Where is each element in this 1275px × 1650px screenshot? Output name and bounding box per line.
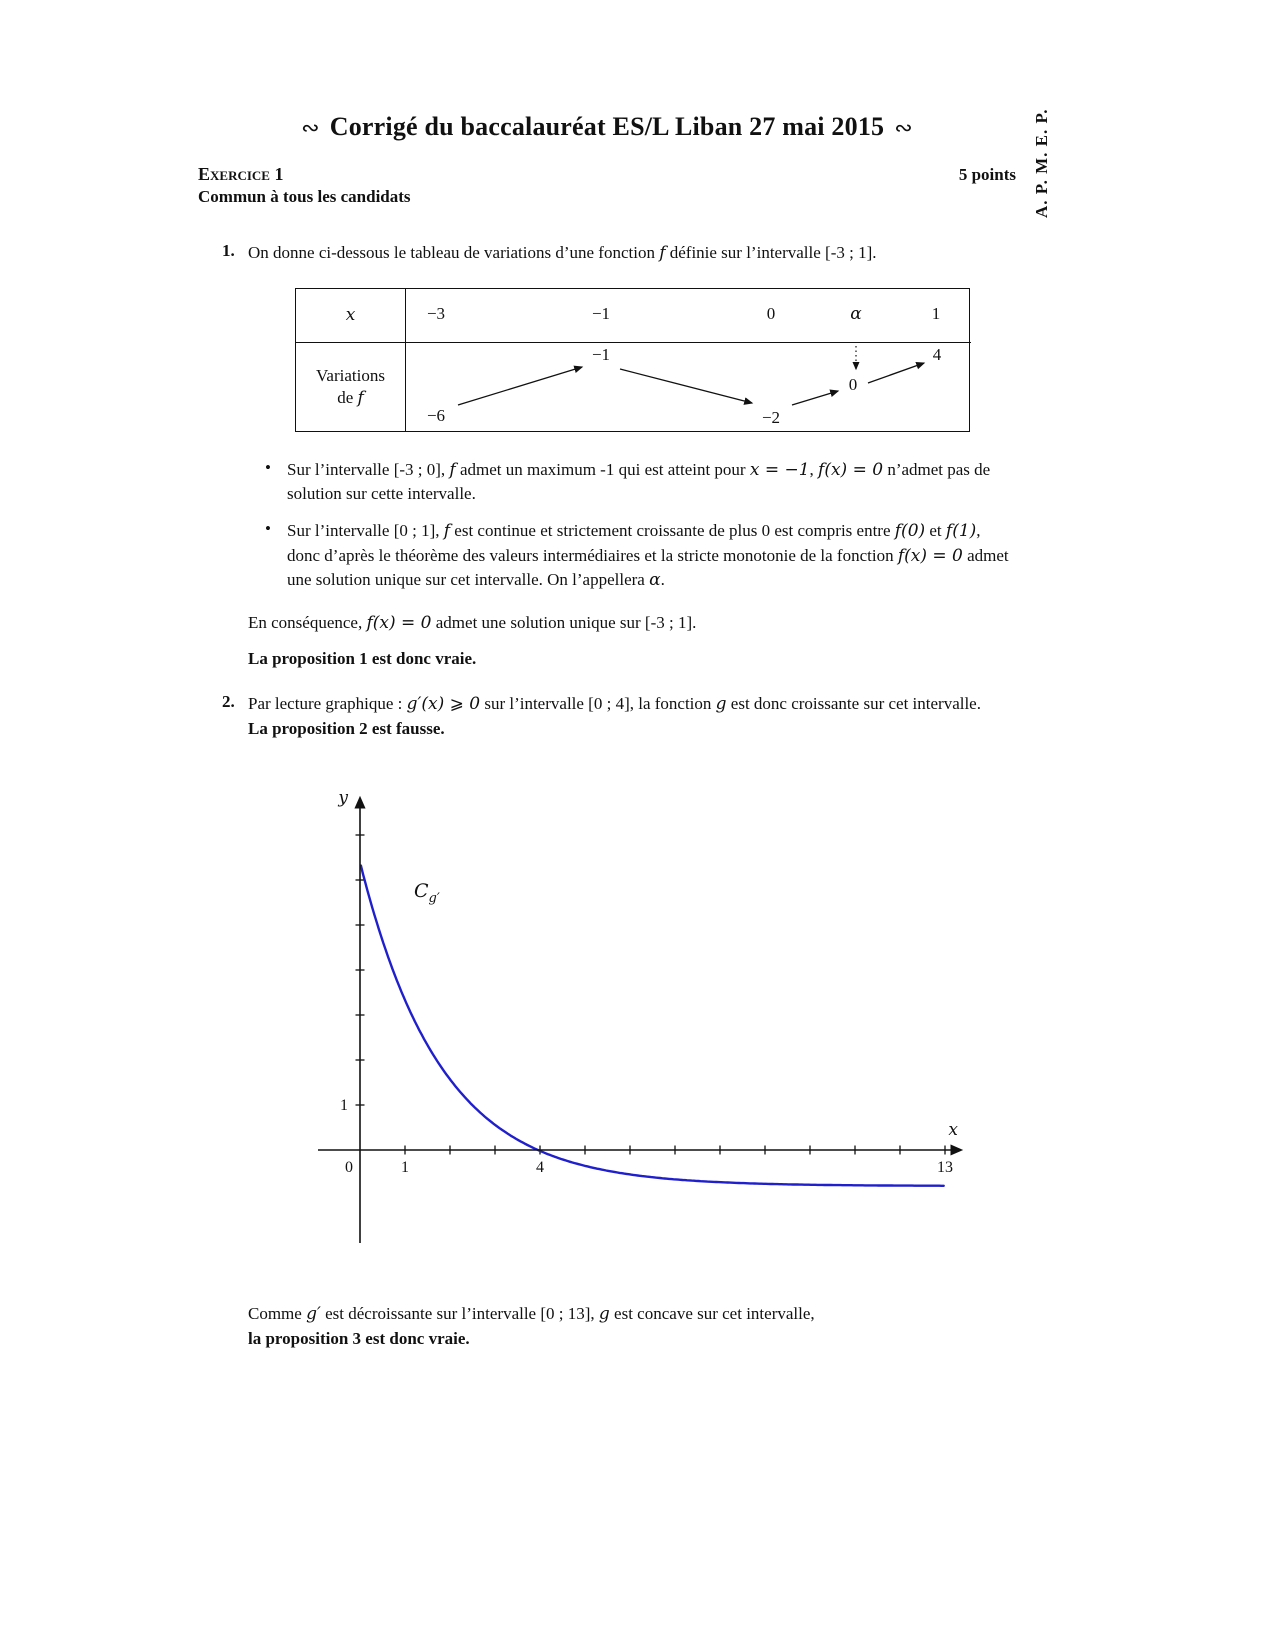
- ornament-left-icon: ∾: [301, 115, 320, 140]
- table-row-label-cell: [296, 343, 406, 431]
- variation-table: [295, 288, 970, 432]
- consequence-text: En conséquence, f(x) = 0 admet une solution unique sur [-3 ; 1].: [248, 612, 697, 633]
- apmep-side-label: A. P. M. E. P.: [1032, 108, 1051, 218]
- item-1-intro: On donne ci-dessous le tableau de variations d’une fonction f définie sur l’intervalle [-3 ; 1].: [248, 243, 877, 263]
- variation-value-minus2: −2: [761, 407, 781, 427]
- variation-value-4: 4: [932, 344, 942, 364]
- title-text: Corrigé du baccalauréat ES/L Liban 27 mai 2015: [329, 112, 885, 141]
- bullet-item-1: [248, 458, 1016, 507]
- conclusion-3: la proposition 3 est donc vraie.: [248, 1329, 470, 1349]
- svg-text:4: 4: [536, 1159, 544, 1177]
- arrow-up-2: [792, 391, 838, 405]
- variation-table-grid: [296, 289, 969, 431]
- row-label-line2: de f: [337, 387, 364, 408]
- header-value-1: 1: [931, 303, 941, 323]
- y-axis-label: y: [338, 788, 348, 809]
- points-label: 5 points: [958, 165, 1016, 184]
- bullet-list: [248, 458, 1016, 593]
- item-2-body: [248, 692, 1016, 741]
- bullet-1-text: Sur l’intervalle [-3 ; 0], f admet un maximum -1 qui est atteint pour x = −1, f(x) = 0 n’admet pas de solution sur cette intervalle.: [287, 459, 991, 504]
- bullet-icon: •: [265, 457, 271, 477]
- graph-svg: [310, 785, 990, 1263]
- header-value-alpha: α: [850, 303, 862, 324]
- header-value-0: 0: [766, 303, 776, 323]
- x-axis-label: x: [948, 1120, 958, 1141]
- item-2-number: 2.: [222, 692, 235, 712]
- bullet-item-2: [248, 519, 1016, 593]
- exercise-header: [198, 164, 1016, 185]
- curve-label: [414, 880, 440, 906]
- header-value-minus3: −3: [426, 303, 446, 323]
- table-cell-x-header: [296, 289, 406, 343]
- svg-text:1: 1: [401, 1159, 409, 1177]
- variation-value-minus6: −6: [426, 405, 446, 425]
- bullet-icon: •: [265, 518, 271, 538]
- item-1-body: [248, 241, 1016, 672]
- bullet-2-text: Sur l’intervalle [0 ; 1], f est continue et strictement croissante de plus 0 est compris entre f(0) et f(1), donc d’après le théorème des valeurs intermédiaires et la stricte monotonie de la fonction f(x) = 0 admet une solution unique sur cet intervalle. On l’appellera α.: [287, 520, 1009, 591]
- row-label-line1: Variations: [316, 365, 385, 385]
- item-1-number: 1.: [222, 241, 235, 260]
- exercise-subtitle: Commun à tous les candidats: [198, 187, 411, 206]
- table-x-label: x: [345, 305, 356, 326]
- conclusion-2: La proposition 2 est fausse.: [248, 718, 445, 738]
- arrow-down-1: [620, 369, 752, 403]
- closing-text: Comme g′ est décroissante sur l’intervalle [0 ; 13], g est concave sur cet intervalle,: [248, 1304, 815, 1325]
- variation-value-0: 0: [848, 374, 858, 394]
- svg-text:1: 1: [340, 1097, 348, 1115]
- closing-block: [248, 1302, 1016, 1351]
- g-prime-curve: [361, 866, 944, 1186]
- variation-value-minus1: −1: [591, 344, 611, 364]
- header-value-minus1: −1: [591, 303, 611, 323]
- ornament-right-icon: ∾: [894, 115, 913, 140]
- table-row-label: [296, 343, 405, 431]
- table-variations-cell: [406, 343, 971, 431]
- exercise-label: Exercice 1: [198, 164, 284, 184]
- curve-label-sub: g′: [428, 891, 440, 907]
- chart-dynamic-layer: [340, 835, 953, 1186]
- item-1: [198, 241, 1016, 672]
- variation-arrows: [406, 343, 971, 431]
- svg-text:0: 0: [345, 1159, 353, 1177]
- derivative-graph: [310, 785, 1016, 1268]
- table-header-values: [406, 289, 971, 343]
- document-content: [198, 112, 1016, 1352]
- arrow-up-3: [868, 363, 924, 383]
- svg-text:13: 13: [937, 1159, 953, 1177]
- conclusion-1: La proposition 1 est donc vraie.: [248, 649, 477, 669]
- item-2: [198, 692, 1016, 741]
- page-title: [198, 112, 1016, 142]
- arrow-up-1: [458, 367, 582, 405]
- item-2-text: Par lecture graphique : g′(x) ⩾ 0 sur l’intervalle [0 ; 4], la fonction g est donc croissante sur cet intervalle.: [248, 694, 981, 715]
- curve-label-main: C: [414, 880, 429, 903]
